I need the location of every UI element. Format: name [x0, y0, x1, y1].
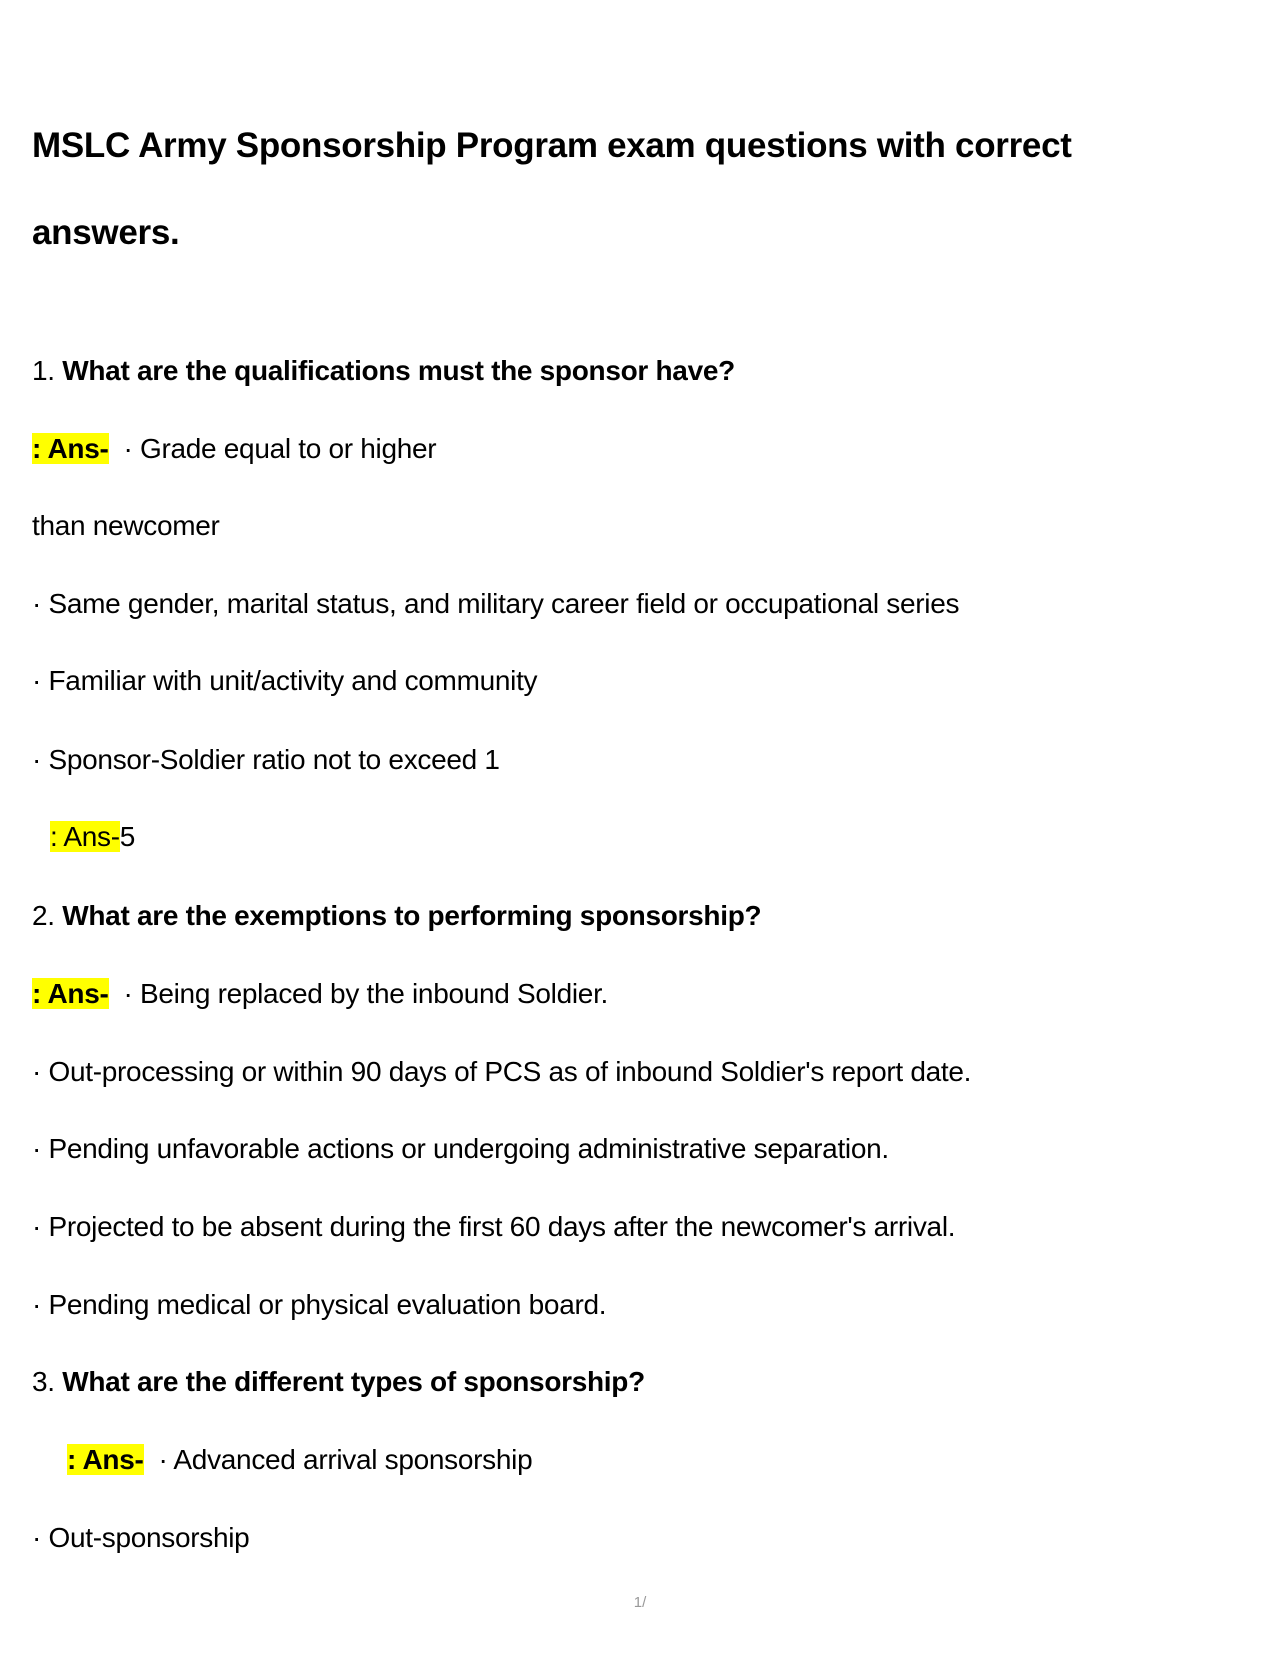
question-1 — [32, 351, 735, 391]
answer-label: : Ans- — [32, 978, 109, 1009]
answer-line: · Projected to be absent during the first 60 days after the newcomer's arrival. — [32, 1211, 956, 1242]
answer-label: : Ans- — [50, 821, 120, 852]
answer-3 — [67, 1440, 532, 1480]
question-number: 2. — [32, 900, 55, 931]
question-number: 3. — [32, 1366, 55, 1397]
answer-line: · Familiar with unit/activity and community — [32, 665, 538, 696]
answer-line: · Pending unfavorable actions or undergoing administrative separation. — [32, 1133, 889, 1164]
question-2 — [32, 896, 761, 936]
question-number: 1. — [32, 355, 55, 386]
sub-answer — [50, 817, 135, 857]
answer-2 — [32, 974, 608, 1014]
question-3 — [32, 1362, 645, 1402]
question-text: What are the qualifications must the sponsor have? — [62, 355, 735, 386]
question-text: What are the different types of sponsorship? — [62, 1366, 645, 1397]
answer-line: · Pending medical or physical evaluation board. — [32, 1289, 607, 1320]
answer-label: : Ans- — [32, 433, 109, 464]
answer-line: · Same gender, marital status, and military career field or occupational series — [32, 588, 960, 619]
answer-line: · Grade equal to or higher — [123, 433, 437, 464]
page-number: 1/ — [633, 1594, 647, 1611]
question-text: What are the exemptions to performing sponsorship? — [62, 900, 762, 931]
answer-line: · Out-sponsorship — [32, 1522, 250, 1553]
answer-1 — [32, 429, 436, 469]
answer-line: · Being replaced by the inbound Soldier. — [123, 978, 609, 1009]
document-title-line2: answers. — [32, 213, 180, 252]
answer-line: · Out-processing or within 90 days of PCS as of inbound Soldier's report date. — [32, 1056, 972, 1087]
sub-answer-value: 5 — [119, 821, 136, 852]
answer-line: than newcomer — [32, 510, 220, 541]
answer-line: · Sponsor-Soldier ratio not to exceed 1 — [32, 744, 500, 775]
answer-line: · Advanced arrival sponsorship — [158, 1444, 533, 1475]
document-title-line1: MSLC Army Sponsorship Program exam questions with correct — [32, 126, 1072, 165]
answer-label: : Ans- — [67, 1444, 144, 1475]
